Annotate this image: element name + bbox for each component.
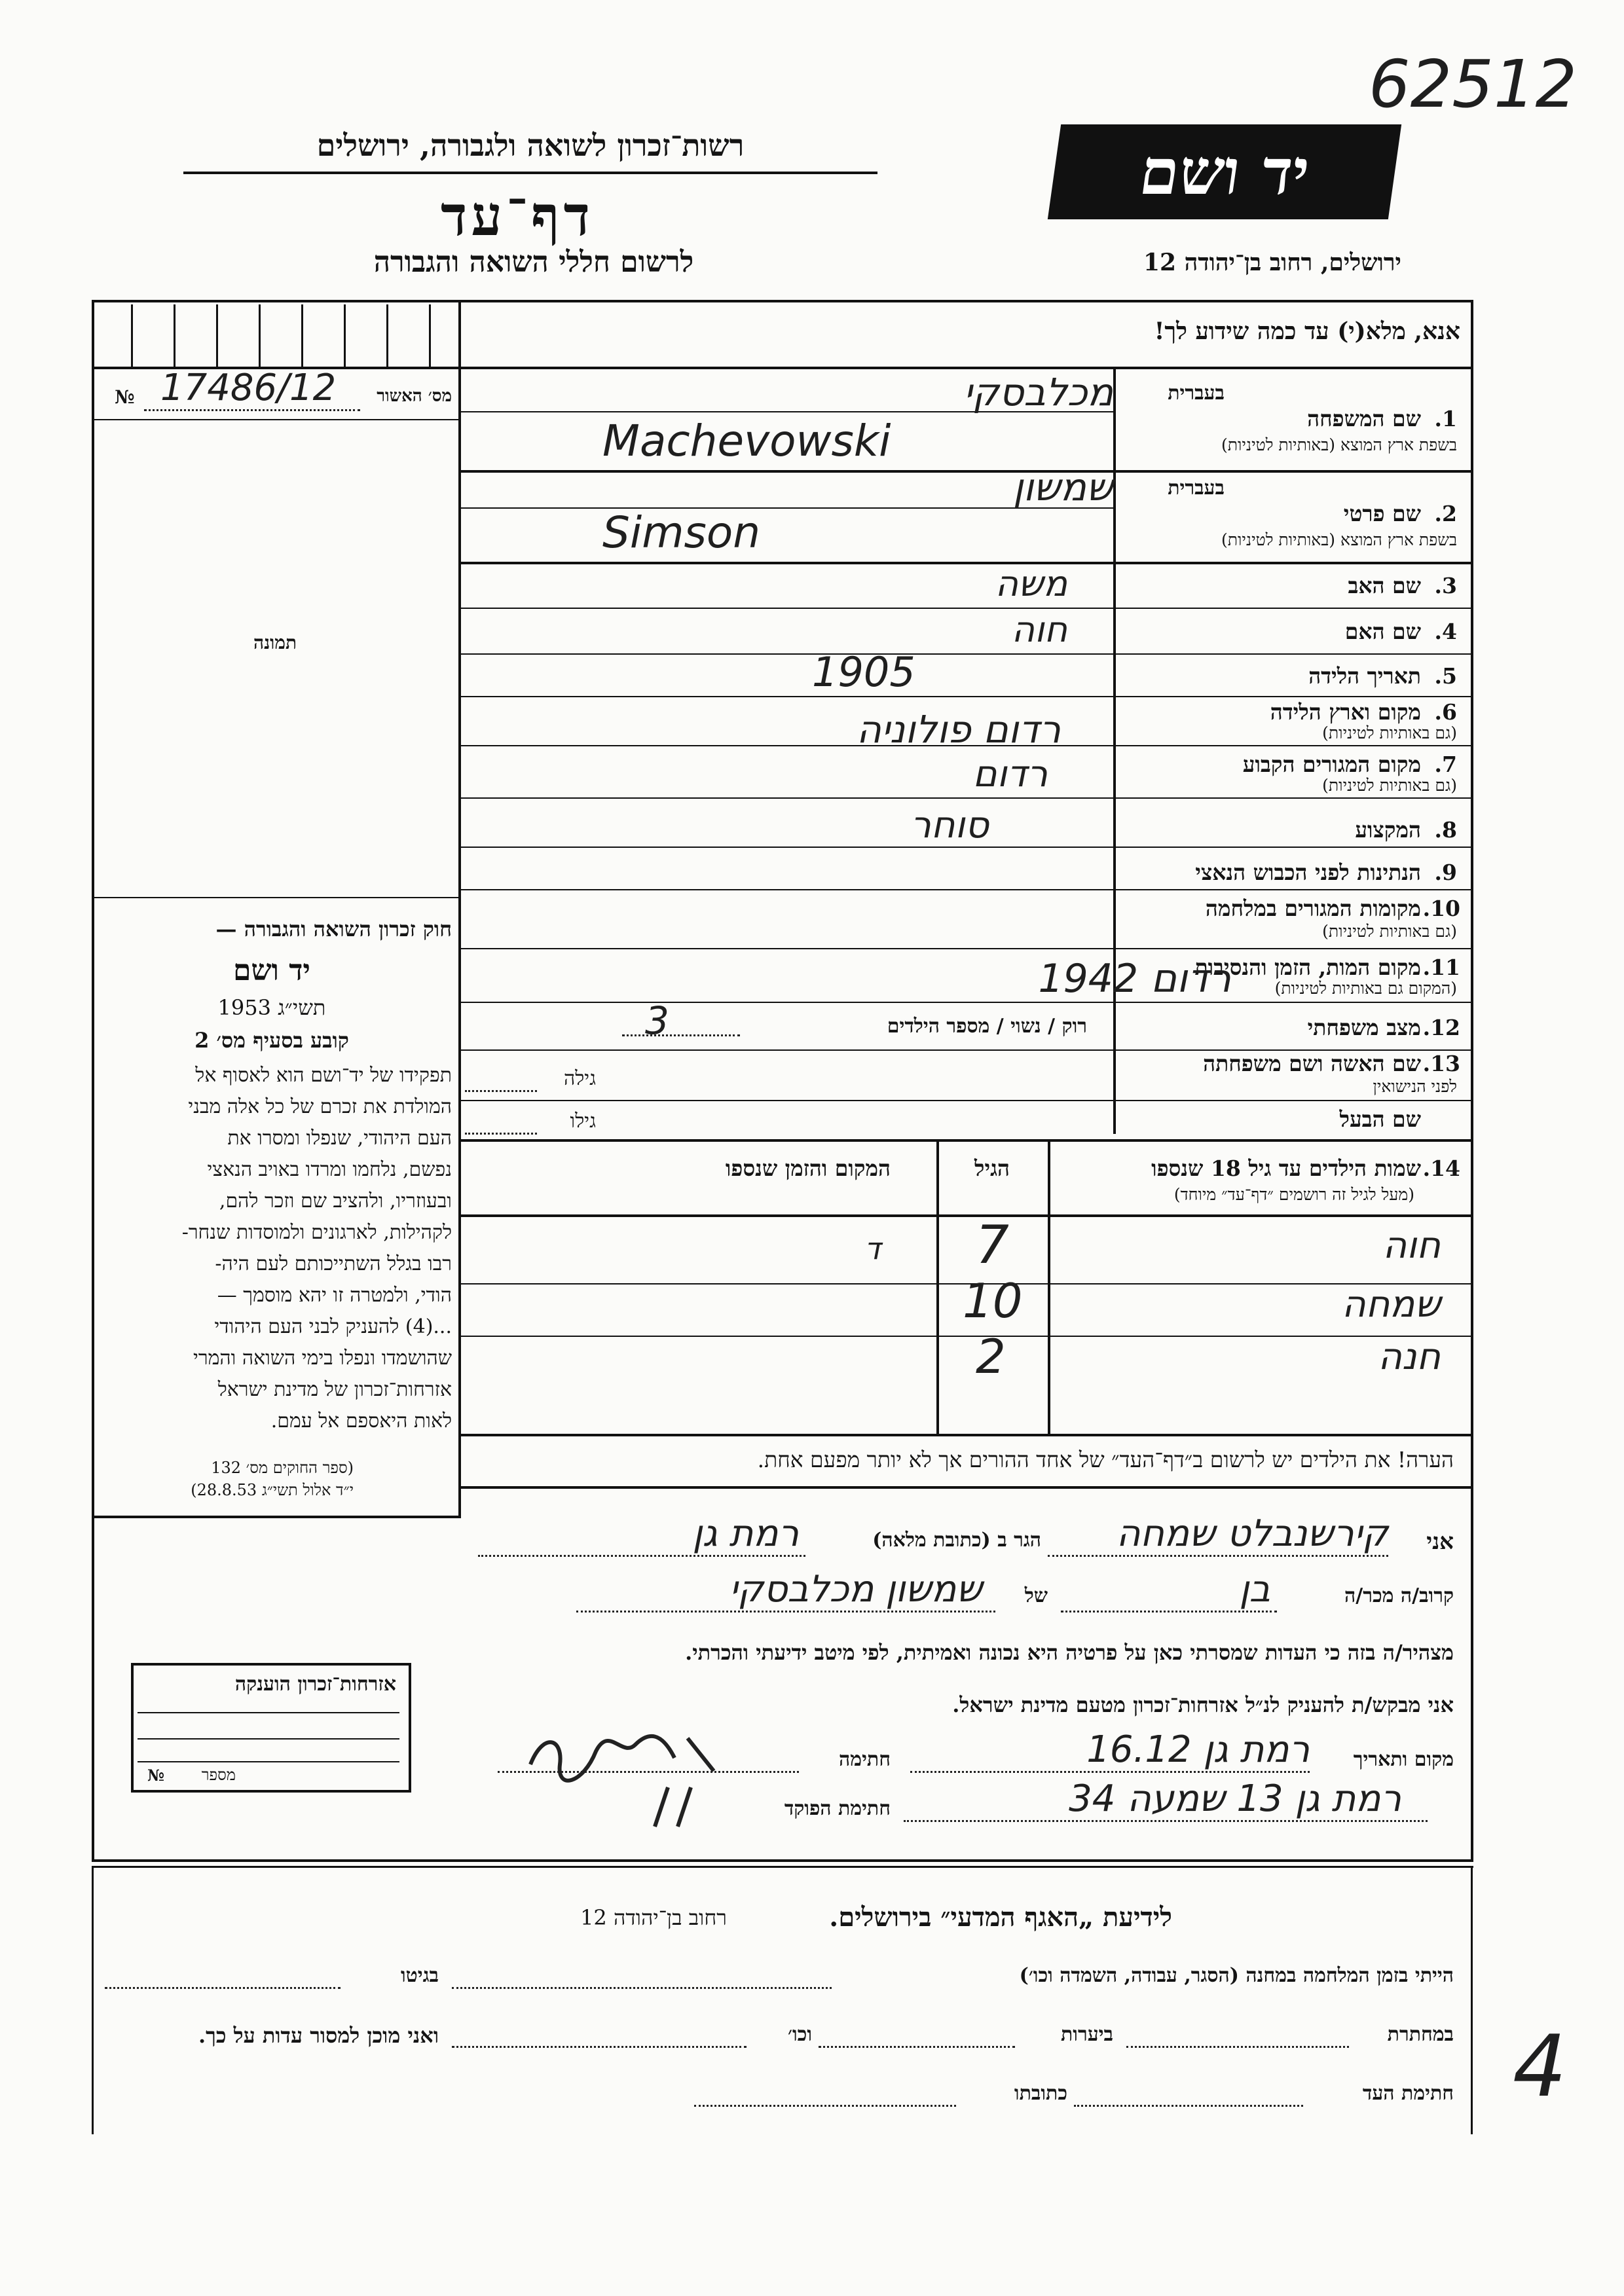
row-line — [458, 653, 1473, 655]
law-footnote-1: (ספר החוקים מס׳ 132 — [211, 1459, 354, 1477]
footer-underground-line — [1126, 2046, 1349, 2048]
field-10-number: 10. — [1422, 896, 1460, 921]
archive-number: 62512 — [1369, 46, 1578, 122]
address-line — [478, 1555, 805, 1557]
declaration-statement: מצהיר/ה בזה כי העדות שמסרתי כאן על פרטיה היא נכונה ואמיתית, לפי מיטב ידיעתי והכרתי. — [685, 1640, 1454, 1665]
field-13-number: 13. — [1422, 1051, 1460, 1076]
children-count: 3 — [645, 998, 669, 1043]
field-12-number: 12. — [1422, 1015, 1460, 1040]
row-line — [458, 1100, 1473, 1101]
official-signature-line — [904, 1820, 1428, 1822]
surname-latin: Machevowski — [602, 416, 891, 466]
law-text-line: המולדת את זכרם של כל אלה מבני — [188, 1095, 452, 1118]
margin-number: 4 — [1513, 2016, 1567, 2116]
child-place: ד — [864, 1231, 881, 1266]
place-date-label: מקום ותאריך — [1353, 1748, 1454, 1771]
row-line — [458, 696, 1473, 697]
field-9-label: הנתינות לפני הכבוש הנאצי — [1195, 860, 1421, 885]
relation-line — [1061, 1611, 1277, 1613]
relative-label: קרוב/ה מכר/ה — [1344, 1584, 1454, 1607]
footer-left-border — [92, 1866, 94, 2134]
approval-dotted-line — [144, 409, 360, 411]
children-note: הערה! את הילדים יש לרשום ב״דף־העד״ של אחד ההורים אך לא יותר מפעם אחת. — [757, 1447, 1454, 1472]
field-6-number: 6. — [1434, 699, 1457, 725]
field-1-sub: בשפת ארץ המוצא (באותיות לטיניות) — [1221, 435, 1457, 454]
law-text-line: לקהילות, לארגונים ולמוסדות שנחר- — [181, 1221, 452, 1244]
law-box-title: חוק זכרון השואה והגבורה — — [215, 917, 452, 941]
field-1-number: 1. — [1434, 406, 1457, 431]
father-name: משה — [995, 563, 1067, 604]
frame-right — [1471, 300, 1473, 1861]
law-text-line: שהושמדו ונפלו בימי השואה והמרי — [193, 1347, 452, 1370]
birth-date: 1905 — [812, 648, 915, 696]
child-name: חוה — [1382, 1224, 1441, 1267]
children-age-header: הגיל — [974, 1156, 1010, 1181]
form-subtitle: לרשום חללי השואה והגבורה — [373, 246, 694, 279]
field-6-label: מקום וארץ הלידה — [1270, 699, 1421, 725]
photo-label: תמונה — [253, 632, 297, 653]
field-11-sub: (המקום גם באותיות לטיניות) — [1274, 979, 1457, 998]
children-col-divider-1 — [1048, 1140, 1050, 1434]
of-label: של — [1024, 1584, 1048, 1607]
official-signature-value: רמת גן 13 שמעה 34 — [1069, 1777, 1401, 1820]
header-address: ירושלים, רחוב בן־יהודה 12 — [1143, 249, 1401, 276]
authority-title: רשות־זכרון לשואה ולגבורה, ירושלים — [316, 128, 745, 163]
marital-options: רוק / נשוי / מספר הילדים — [887, 1015, 1087, 1038]
footer-address: רחוב בן־יהודה 12 — [580, 1905, 727, 1930]
husband-age-line — [465, 1133, 537, 1135]
law-text-line: נפשם, נלחמו ומרדו באויב הנאצי — [207, 1158, 452, 1181]
law-text-line: ...(4) להעניק לבני העם היהודי — [214, 1315, 452, 1338]
approval-label: מס׳ האשור — [377, 386, 452, 406]
field-7-label: מקום המגורים הקבוע — [1242, 752, 1421, 777]
law-text-line: לאות היאספם אל עמם. — [270, 1410, 452, 1432]
header-underline — [183, 172, 877, 174]
footer-etc-line — [452, 2046, 747, 2048]
declarant-line — [1048, 1555, 1388, 1557]
footer-ghetto-label: בגיטו — [400, 1964, 439, 1987]
footer-witness-signature-label: חתימת העד — [1362, 2082, 1454, 2105]
birth-place: רדום פולוניה — [856, 707, 1061, 752]
mother-name: חוה — [1011, 609, 1067, 650]
children-header: שמות הילדים עד גיל 18 שנספו — [1151, 1156, 1421, 1181]
official-signature-label: חתימת הפוקד — [784, 1797, 891, 1820]
relation: בן — [1239, 1568, 1270, 1611]
children-count-line — [622, 1034, 740, 1036]
child-age: 10 — [963, 1273, 1023, 1328]
law-text-line: ובעוזריו, ולהציב שם וזכר להם, — [219, 1190, 452, 1212]
frame-left — [92, 300, 94, 1861]
field-11-number: 11. — [1422, 955, 1460, 980]
field-7-number: 7. — [1434, 752, 1457, 777]
row-line — [458, 847, 1473, 848]
handwritten-signature — [524, 1719, 733, 1791]
signature-label: חתימה — [839, 1748, 891, 1771]
declarant-address: רמת גן — [692, 1512, 799, 1555]
footer-etc-label: וכו׳ — [788, 2023, 812, 2046]
footer-right-border — [1471, 1866, 1473, 2134]
citizenship-number-sign: № — [147, 1766, 165, 1785]
citizenship-box-line — [138, 1761, 399, 1762]
declaration-request: אני מבקש/ת להעניק לנ״ל אזרחות־זכרון מטעם מדינת ישראל. — [952, 1692, 1454, 1717]
approval-value: 17486/12 — [160, 367, 337, 409]
field-1-hebrew-tag: בעברית — [1168, 382, 1225, 405]
field-5-number: 5. — [1434, 663, 1457, 689]
row-line — [458, 1002, 1473, 1003]
of-name-line — [576, 1611, 995, 1613]
firstname-latin: Simson — [602, 507, 761, 558]
declarant-name: קירשנבלט שמחה — [1116, 1512, 1388, 1555]
field-3-label: שם האב — [1348, 573, 1421, 598]
declaration-i-label: אני — [1426, 1529, 1454, 1555]
law-text-line: אזרחות־זכרון של מדינת ישראל — [217, 1378, 452, 1401]
wife-age-line — [465, 1090, 537, 1092]
row-line — [458, 889, 1473, 890]
resident-label: הגר ב (כתובת מלאה) — [872, 1529, 1041, 1552]
field-4-label: שם האם — [1344, 619, 1421, 644]
field-2-label: שם פרטי — [1343, 501, 1421, 526]
frame-top — [92, 300, 1473, 302]
field-2-sub: בשפת ארץ המוצא (באותיות לטיניות) — [1221, 530, 1457, 549]
children-header-sub: (מעל לגיל זה רושמים ״דף־עד״ מיוחד) — [1173, 1185, 1414, 1204]
husband-age-label: גילו — [570, 1110, 596, 1133]
footer-testimony-label: ואני מוכן למסור עדות על כך. — [198, 2023, 439, 2048]
note-bottom — [458, 1486, 1473, 1489]
law-box-year: תשי״ג 1953 — [217, 995, 326, 1020]
field-2-number: 2. — [1434, 501, 1457, 526]
footer-camp-label: הייתי בזמן המלחמה במחנה (הסגר, עבודה, השמדה וכו׳) — [1019, 1964, 1454, 1987]
approval-number-sign: № — [115, 386, 135, 408]
citizenship-number-label: מספר — [201, 1766, 236, 1784]
footer-forests-label: ביערות — [1060, 2023, 1113, 2046]
surname-hebrew: מכלבסקי — [963, 370, 1113, 414]
law-box-bottom — [92, 1516, 461, 1518]
law-text-line: רבו בגלל השתייכותם לעם היה- — [215, 1252, 452, 1275]
children-header-number: 14. — [1422, 1156, 1460, 1181]
row-line — [458, 948, 1473, 949]
field-8-label: המקצוע — [1355, 817, 1421, 843]
row-line — [458, 1139, 1473, 1142]
footer-ghetto-line — [105, 1987, 341, 1989]
form-intro: אנא, מלא(י) עד כמה שידוע לך! — [1154, 318, 1460, 345]
field-11-label: מקום המות, הזמן והנסיבות — [1194, 955, 1421, 980]
residence: רדום — [972, 753, 1048, 795]
law-footnote-2: י״ד אלול תשי״ג 28.8.53) — [191, 1481, 354, 1499]
law-text-line: תפקידו של יד־ושם הוא לאסוף אל — [195, 1064, 452, 1087]
field-8-number: 8. — [1434, 817, 1457, 843]
approval-row-bottom — [92, 419, 461, 420]
label-column-divider — [1113, 367, 1116, 1134]
intro-bottom — [458, 367, 1473, 369]
footer-camp-line — [452, 1987, 832, 1989]
field-10-label: מקומות המגורים במלחמה — [1205, 896, 1421, 921]
wife-age-label: גילה — [563, 1067, 596, 1090]
field-7-sub: (גם באותיות לטיניות) — [1322, 776, 1457, 795]
field-2-hebrew-tag: בעברית — [1168, 477, 1225, 500]
of-name: שמשון מכלבסקי — [729, 1568, 982, 1611]
children-place-header: המקום והזמן שנספו — [725, 1156, 891, 1181]
citizenship-box-title: אזרחות־זכרון הוענקה — [234, 1673, 396, 1696]
field-13-label: שם האשה ושם משפחתה — [1203, 1051, 1421, 1076]
citizenship-box-line — [138, 1712, 399, 1713]
footer-underground-label: במחתרת — [1387, 2023, 1454, 2046]
law-box-logo: יד ושם — [233, 954, 310, 987]
footer-witness-address-line — [694, 2105, 956, 2107]
footer-top-rule — [92, 1866, 1473, 1868]
field-1-label: שם המשפחה — [1307, 406, 1421, 431]
child-name: שמחה — [1342, 1283, 1441, 1326]
citizenship-box-line — [138, 1738, 399, 1740]
field-5-label: תאריך הלידה — [1308, 663, 1421, 689]
field-13-sub: לפני הנישואין — [1373, 1077, 1457, 1096]
law-text-line: העם היהודי, שנפלו ומסרו את — [227, 1127, 452, 1150]
child-name: חנה — [1378, 1336, 1441, 1378]
field-3-number: 3. — [1434, 573, 1457, 598]
children-table-bottom — [458, 1434, 1473, 1436]
row-line — [458, 797, 1473, 799]
place-date-line — [910, 1771, 1310, 1773]
child-age: 2 — [976, 1329, 1006, 1384]
husband-label: שם הבעל — [1339, 1106, 1421, 1132]
profession: סוחר — [910, 804, 989, 847]
official-mark — [642, 1781, 707, 1833]
law-text-line: הודי, ולמטרה זו יהא מוסמך — — [217, 1284, 452, 1307]
footer-notice: לידיעת „האגף המדעי״ בירושלים. — [829, 1902, 1172, 1933]
yad-vashem-logo: יד ושם — [1048, 124, 1401, 219]
field-4-number: 4. — [1434, 619, 1457, 644]
left-column-divider — [458, 300, 461, 1518]
photo-box-bottom — [92, 897, 461, 898]
field-9-number: 9. — [1434, 860, 1457, 885]
footer-witness-signature-line — [1074, 2105, 1303, 2107]
law-box-clause: קובע בסעיף מס׳ 2 — [194, 1028, 349, 1053]
footer-witness-address-label: כתובתו — [1014, 2082, 1067, 2105]
death-place-date: רדום 1942 — [1038, 956, 1231, 1002]
child-age: 7 — [976, 1214, 1009, 1275]
firstname-hebrew: שמשון — [1012, 465, 1113, 509]
form-title: דף־עד — [440, 183, 594, 248]
frame-bottom — [92, 1859, 1473, 1862]
footer-forests-line — [819, 2046, 1015, 2048]
field-12-label: מצב משפחתי — [1307, 1015, 1421, 1040]
children-col-divider-2 — [936, 1140, 939, 1434]
field-6-sub: (גם באותיות לטיניות) — [1322, 723, 1457, 742]
children-header-bottom — [458, 1214, 1473, 1217]
field-10-sub: (גם באותיות לטיניות) — [1322, 922, 1457, 941]
place-date-value: רמת גן 16.12 — [1086, 1728, 1310, 1771]
